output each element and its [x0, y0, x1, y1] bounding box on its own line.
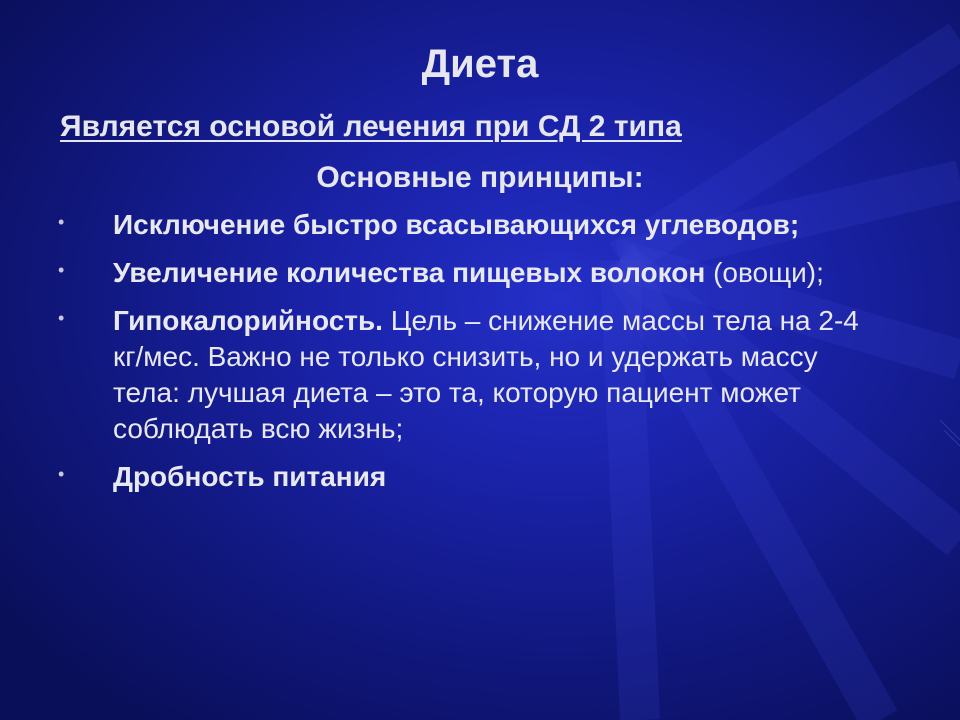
bullet-bold-text: Дробность питания	[113, 461, 387, 492]
slide-title: Диета	[421, 42, 539, 86]
list-item	[58, 303, 878, 447]
bullet-icon: •	[58, 464, 65, 484]
bullet-bold-text: Исключение быстро всасывающихся углеводов;	[113, 209, 800, 240]
principles-list	[58, 207, 878, 507]
bullet-icon: •	[58, 260, 65, 280]
list-item	[58, 459, 878, 495]
bullet-icon: •	[58, 212, 65, 232]
list-item	[58, 207, 878, 243]
principles-heading: Основные принципы:	[316, 161, 644, 194]
bullet-bold-text: Гипокалорийность.	[113, 305, 383, 336]
bullet-icon: •	[58, 308, 65, 328]
bullet-text: Цель – снижение массы тела на 2-4 кг/мес. Важно не только снизить, но и удержать массу тела: лучшая диета – это та, которую пациент может соблюдать всю жизнь;	[113, 305, 859, 444]
slide-subtitle: Является основой лечения при СД 2 типа	[60, 110, 682, 143]
bullet-text: (овощи);	[705, 257, 824, 288]
list-item	[58, 255, 878, 291]
bullet-bold-text: Увеличение количества пищевых волокон	[113, 257, 706, 288]
